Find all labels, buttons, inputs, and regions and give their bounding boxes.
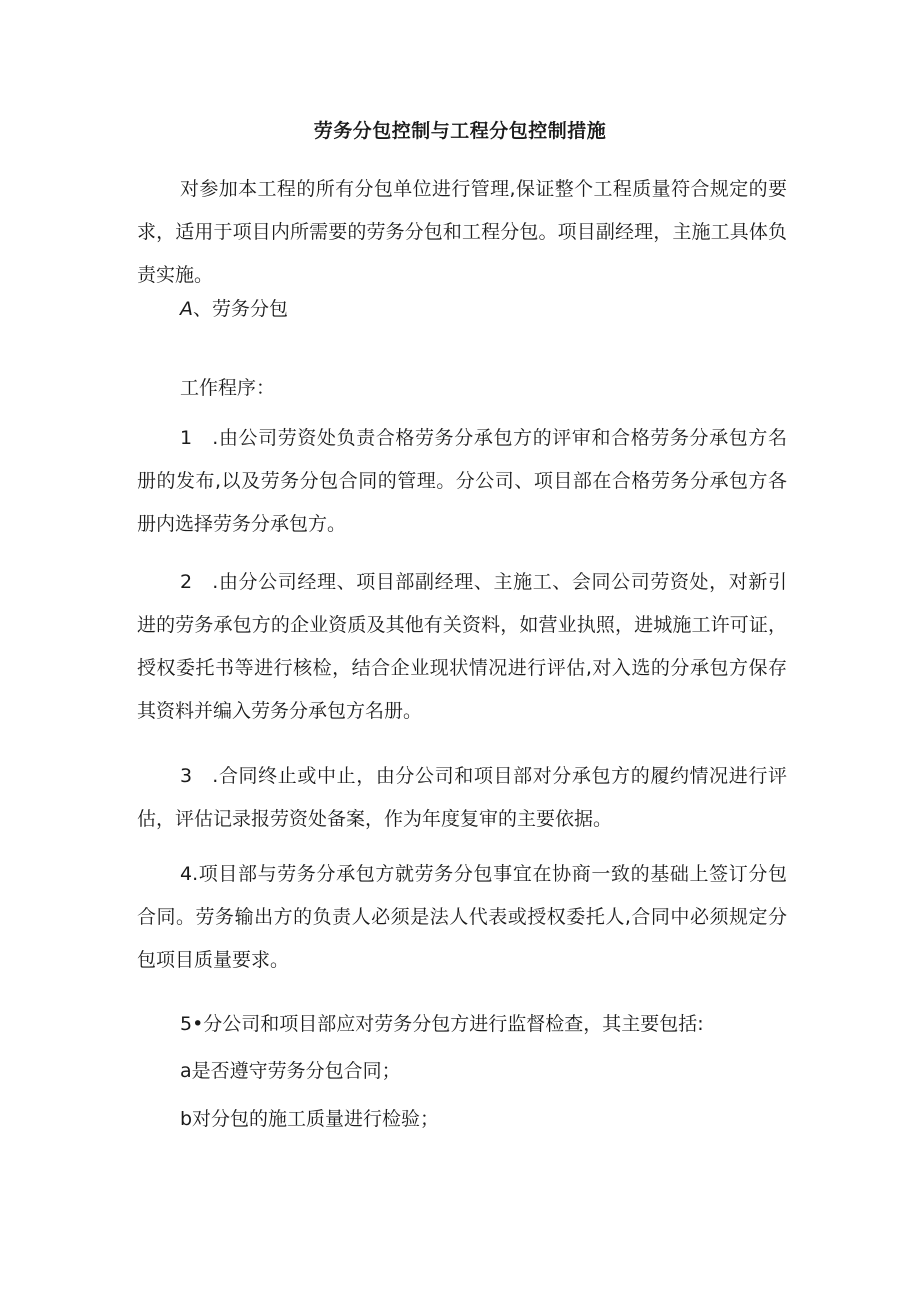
section-a-title: 、劳务分包 (193, 298, 289, 320)
intro-paragraph: 对参加本工程的所有分包单位进行管理,保证整个工程质量符合规定的要求，适用于项目内所需要的劳务分包和工程分包。项目副经理，主施工具体负责实施。 (137, 178, 787, 286)
section-a-letter: A (180, 298, 193, 320)
procedure-item-4: 4.项目部与劳务分承包方就劳务分包事宜在协商一致的基础上签订分包合同。劳务输出方的负责人必须是法人代表或授权委托人,合同中必须规定分包项目质量要求。 (137, 863, 787, 971)
procedure-item-3: 3 .合同终止或中止，由分公司和项目部对分承包方的履约情况进行评估，评估记录报劳资处备案，作为年度复审的主要依据。 (137, 765, 787, 830)
document-title: 劳务分包控制与工程分包控制措施 (313, 120, 607, 142)
procedure-item-2: 2 .由分公司经理、项目部副经理、主施工、会同公司劳资处，对新引进的劳务承包方的企业资质及其他有关资料，如营业执照，进城施工许可证，授权委托书等进行核检，结合企业现状情况进行评估,对入选的分承包方保存其资料并编入劳务分承包方名册。 (137, 571, 787, 722)
procedure-item-5a: a是否遵守劳务分包合同； (180, 1060, 401, 1082)
section-a-heading (180, 295, 288, 323)
procedure-item-5: 5•分公司和项目部应对劳务分包方进行监督检查，其主要包括: (180, 1013, 704, 1035)
procedure-heading: 工作程序： (180, 377, 276, 399)
procedure-item-5b: b对分包的施工质量进行检验； (180, 1108, 440, 1130)
procedure-item-1: 1 .由公司劳资处负责合格劳务分承包方的评审和合格劳务分承包方名册的发布,以及劳务分包合同的管理。分公司、项目部在合格劳务分承包方各册内选择劳务分承包方。 (137, 427, 787, 535)
